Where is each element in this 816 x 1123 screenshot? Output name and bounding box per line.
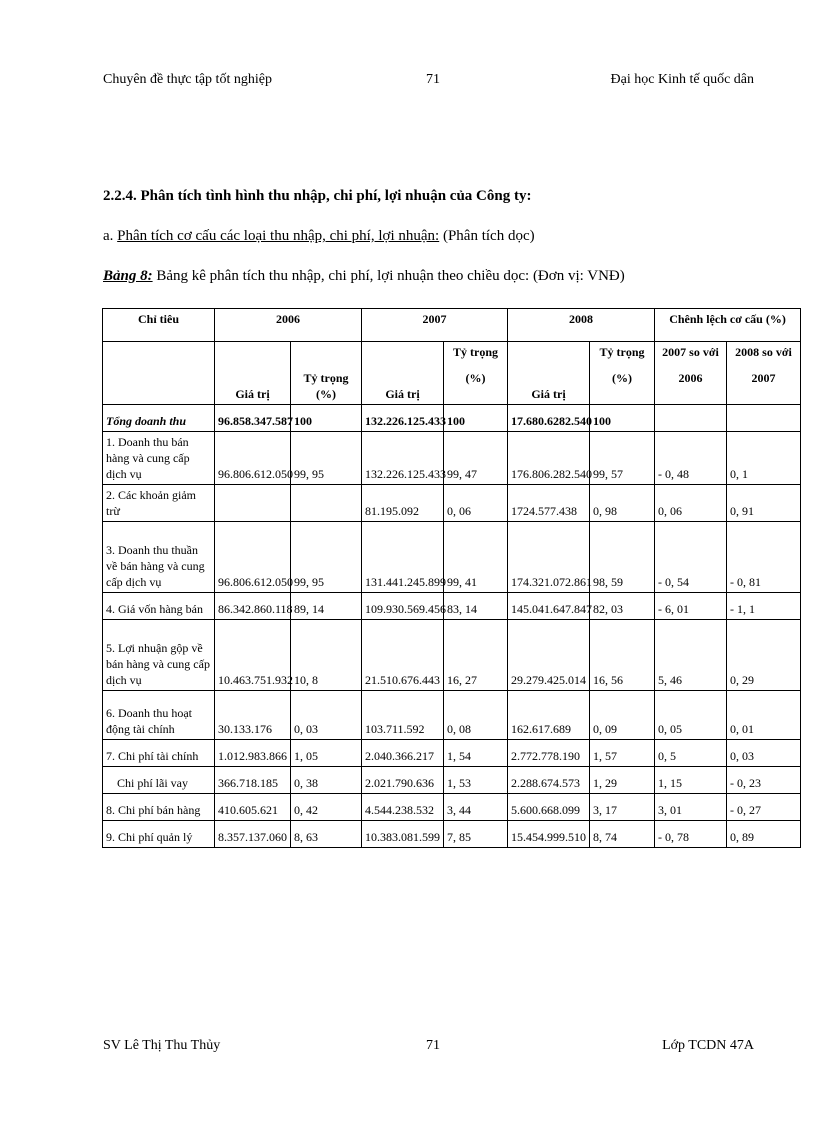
value-2008: 17.680.6282.540 — [508, 405, 590, 432]
pct-2008: 98, 59 — [590, 522, 655, 593]
empty-header-cell — [103, 342, 215, 405]
header-row-1 — [103, 309, 801, 342]
value-2007: 131.441.245.899 — [362, 522, 444, 593]
diff-2008-vs-2007: 0, 91 — [727, 485, 801, 522]
value-2007: 132.226.125.433 — [362, 405, 444, 432]
diff-07-label: 2007 so với — [662, 345, 719, 359]
value-2008: 29.279.425.014 — [508, 620, 590, 691]
diff-2007-vs-2006: 0, 06 — [655, 485, 727, 522]
diff-2008-vs-2007: 0, 29 — [727, 620, 801, 691]
diff-2007-vs-2006 — [655, 405, 727, 432]
col-2008: 2008 — [508, 309, 655, 342]
diff-08-year: 2007 — [751, 371, 776, 385]
caption-label: Bảng 8: — [103, 268, 153, 284]
table-row — [103, 691, 801, 740]
diff-2007-vs-2006: 5, 46 — [655, 620, 727, 691]
col-2006: 2006 — [215, 309, 362, 342]
tytrong-label: Tỷ trọng — [599, 345, 645, 359]
col-diff-08 — [727, 342, 801, 405]
header-row-2 — [103, 342, 801, 405]
col-2008-pct — [590, 342, 655, 405]
pct-2008: 3, 17 — [590, 794, 655, 821]
pct-2006: 1, 05 — [291, 740, 362, 767]
diff-2007-vs-2006: 0, 5 — [655, 740, 727, 767]
diff-2007-vs-2006: - 0, 48 — [655, 432, 727, 485]
value-2007: 81.195.092 — [362, 485, 444, 522]
pct-2006: 89, 14 — [291, 593, 362, 620]
pct-2008: 16, 56 — [590, 620, 655, 691]
col-2006-pct: Tỷ trọng (%) — [291, 342, 362, 405]
value-2006: 96.806.612.050 — [215, 522, 291, 593]
diff-2007-vs-2006: 0, 05 — [655, 691, 727, 740]
header-left: Chuyên đề thực tập tốt nghiệp — [103, 72, 272, 87]
pct-2007: 100 — [444, 405, 508, 432]
value-2008: 162.617.689 — [508, 691, 590, 740]
row-label: 9. Chi phí quản lý — [103, 821, 215, 848]
pct-2007: 1, 54 — [444, 740, 508, 767]
pct-2008: 0, 98 — [590, 485, 655, 522]
col-diff-07 — [655, 342, 727, 405]
pct-2007: 0, 08 — [444, 691, 508, 740]
pct-2008: 82, 03 — [590, 593, 655, 620]
pct-label: (%) — [465, 371, 486, 385]
pct-2008: 100 — [590, 405, 655, 432]
pct-2006: 10, 8 — [291, 620, 362, 691]
row-label: 7. Chi phí tài chính — [103, 740, 215, 767]
pct-label: (%) — [612, 371, 632, 385]
col-2007-pct — [444, 342, 508, 405]
table-row — [103, 767, 801, 794]
caption-text: Bảng kê phân tích thu nhập, chi phí, lợi nhuận theo chiều dọc: (Đơn vị: VNĐ) — [152, 268, 625, 284]
pct-2006 — [291, 485, 362, 522]
row-label: Chi phí lãi vay — [103, 767, 215, 794]
col-2007-value: Giá trị — [362, 342, 444, 405]
subtitle-suffix: (Phân tích dọc) — [439, 228, 535, 244]
value-2007: 103.711.592 — [362, 691, 444, 740]
row-label: 8. Chi phí bán hàng — [103, 794, 215, 821]
pct-2008: 0, 09 — [590, 691, 655, 740]
pct-2008: 99, 57 — [590, 432, 655, 485]
diff-2008-vs-2007: - 0, 23 — [727, 767, 801, 794]
row-label: 6. Doanh thu hoạt động tài chính — [103, 691, 215, 740]
value-2007: 4.544.238.532 — [362, 794, 444, 821]
col-2006-value: Giá trị — [215, 342, 291, 405]
pct-2008: 1, 57 — [590, 740, 655, 767]
pct-2007: 7, 85 — [444, 821, 508, 848]
pct-2007: 99, 47 — [444, 432, 508, 485]
table-row — [103, 794, 801, 821]
value-2006: 10.463.751.932 — [215, 620, 291, 691]
value-2007: 2.021.790.636 — [362, 767, 444, 794]
table-caption — [103, 268, 625, 285]
table-row — [103, 593, 801, 620]
value-2008: 1724.577.438 — [508, 485, 590, 522]
value-2008: 2.288.674.573 — [508, 767, 590, 794]
table-row — [103, 405, 801, 432]
subtitle-prefix: a. — [103, 228, 118, 244]
value-2007: 109.930.569.456 — [362, 593, 444, 620]
value-2006: 96.806.612.050 — [215, 432, 291, 485]
table-row — [103, 620, 801, 691]
subtitle-underlined: Phân tích cơ cấu các loại thu nhập, chi phí, lợi nhuận: — [117, 228, 440, 244]
value-2007: 10.383.081.599 — [362, 821, 444, 848]
value-2008: 5.600.668.099 — [508, 794, 590, 821]
value-2006 — [215, 485, 291, 522]
value-2006: 8.357.137.060 — [215, 821, 291, 848]
row-label: 5. Lợi nhuận gộp về bán hàng và cung cấp dịch vụ — [103, 620, 215, 691]
value-2007: 21.510.676.443 — [362, 620, 444, 691]
footer-right: Lớp TCDN 47A — [662, 1038, 754, 1053]
pct-2006: 99, 95 — [291, 432, 362, 485]
diff-2008-vs-2007: - 1, 1 — [727, 593, 801, 620]
income-cost-profit-table — [102, 308, 801, 848]
value-2008: 15.454.999.510 — [508, 821, 590, 848]
value-2008: 145.041.647.847 — [508, 593, 590, 620]
pct-2007: 99, 41 — [444, 522, 508, 593]
row-label: Tổng doanh thu — [103, 405, 215, 432]
diff-2008-vs-2007: 0, 1 — [727, 432, 801, 485]
pct-2008: 8, 74 — [590, 821, 655, 848]
diff-2008-vs-2007: 0, 89 — [727, 821, 801, 848]
value-2006: 86.342.860.118 — [215, 593, 291, 620]
value-2008: 174.321.072.861 — [508, 522, 590, 593]
table-row — [103, 522, 801, 593]
pct-2007: 3, 44 — [444, 794, 508, 821]
header-page-number: 71 — [426, 72, 440, 87]
footer-page-number: 71 — [426, 1038, 440, 1053]
col-diff: Chênh lệch cơ cấu (%) — [655, 309, 801, 342]
pct-2006: 0, 03 — [291, 691, 362, 740]
value-2006: 366.718.185 — [215, 767, 291, 794]
pct-2008: 1, 29 — [590, 767, 655, 794]
value-2006: 410.605.621 — [215, 794, 291, 821]
table-row — [103, 821, 801, 848]
col-2007: 2007 — [362, 309, 508, 342]
row-label: 4. Giá vốn hàng bán — [103, 593, 215, 620]
tytrong-label: Tỷ trọng — [453, 345, 498, 359]
pct-2006: 100 — [291, 405, 362, 432]
diff-2007-vs-2006: - 6, 01 — [655, 593, 727, 620]
pct-2006: 0, 38 — [291, 767, 362, 794]
col-chitieu: Chỉ tiêu — [103, 309, 215, 342]
table-row — [103, 485, 801, 522]
value-2006: 96.858.347.587 — [215, 405, 291, 432]
col-2008-value: Giá trị — [508, 342, 590, 405]
diff-2007-vs-2006: 1, 15 — [655, 767, 727, 794]
diff-2008-vs-2007: 0, 03 — [727, 740, 801, 767]
row-label: 2. Các khoản giảm trừ — [103, 485, 215, 522]
diff-08-label: 2008 so với — [735, 345, 792, 359]
value-2008: 176.806.282.540 — [508, 432, 590, 485]
subtitle — [103, 228, 535, 245]
table-row — [103, 432, 801, 485]
diff-2007-vs-2006: - 0, 78 — [655, 821, 727, 848]
footer-left: SV Lê Thị Thu Thủy — [103, 1038, 221, 1053]
diff-2008-vs-2007: - 0, 27 — [727, 794, 801, 821]
diff-2008-vs-2007 — [727, 405, 801, 432]
value-2007: 2.040.366.217 — [362, 740, 444, 767]
row-label: 3. Doanh thu thuần về bán hàng và cung cấp dịch vụ — [103, 522, 215, 593]
pct-2006: 99, 95 — [291, 522, 362, 593]
pct-2006: 8, 63 — [291, 821, 362, 848]
value-2007: 132.226.125.433 — [362, 432, 444, 485]
pct-2007: 83, 14 — [444, 593, 508, 620]
row-label: 1. Doanh thu bán hàng và cung cấp dịch vụ — [103, 432, 215, 485]
pct-2007: 0, 06 — [444, 485, 508, 522]
diff-07-year: 2006 — [678, 371, 703, 385]
value-2006: 30.133.176 — [215, 691, 291, 740]
pct-2006: 0, 42 — [291, 794, 362, 821]
header-right: Đại học Kinh tế quốc dân — [610, 72, 754, 87]
pct-2007: 1, 53 — [444, 767, 508, 794]
value-2008: 2.772.778.190 — [508, 740, 590, 767]
section-title: 2.2.4. Phân tích tình hình thu nhập, chi phí, lợi nhuận của Công ty: — [103, 188, 532, 204]
pct-2007: 16, 27 — [444, 620, 508, 691]
diff-2008-vs-2007: 0, 01 — [727, 691, 801, 740]
diff-2008-vs-2007: - 0, 81 — [727, 522, 801, 593]
diff-2007-vs-2006: - 0, 54 — [655, 522, 727, 593]
table-row — [103, 740, 801, 767]
value-2006: 1.012.983.866 — [215, 740, 291, 767]
diff-2007-vs-2006: 3, 01 — [655, 794, 727, 821]
